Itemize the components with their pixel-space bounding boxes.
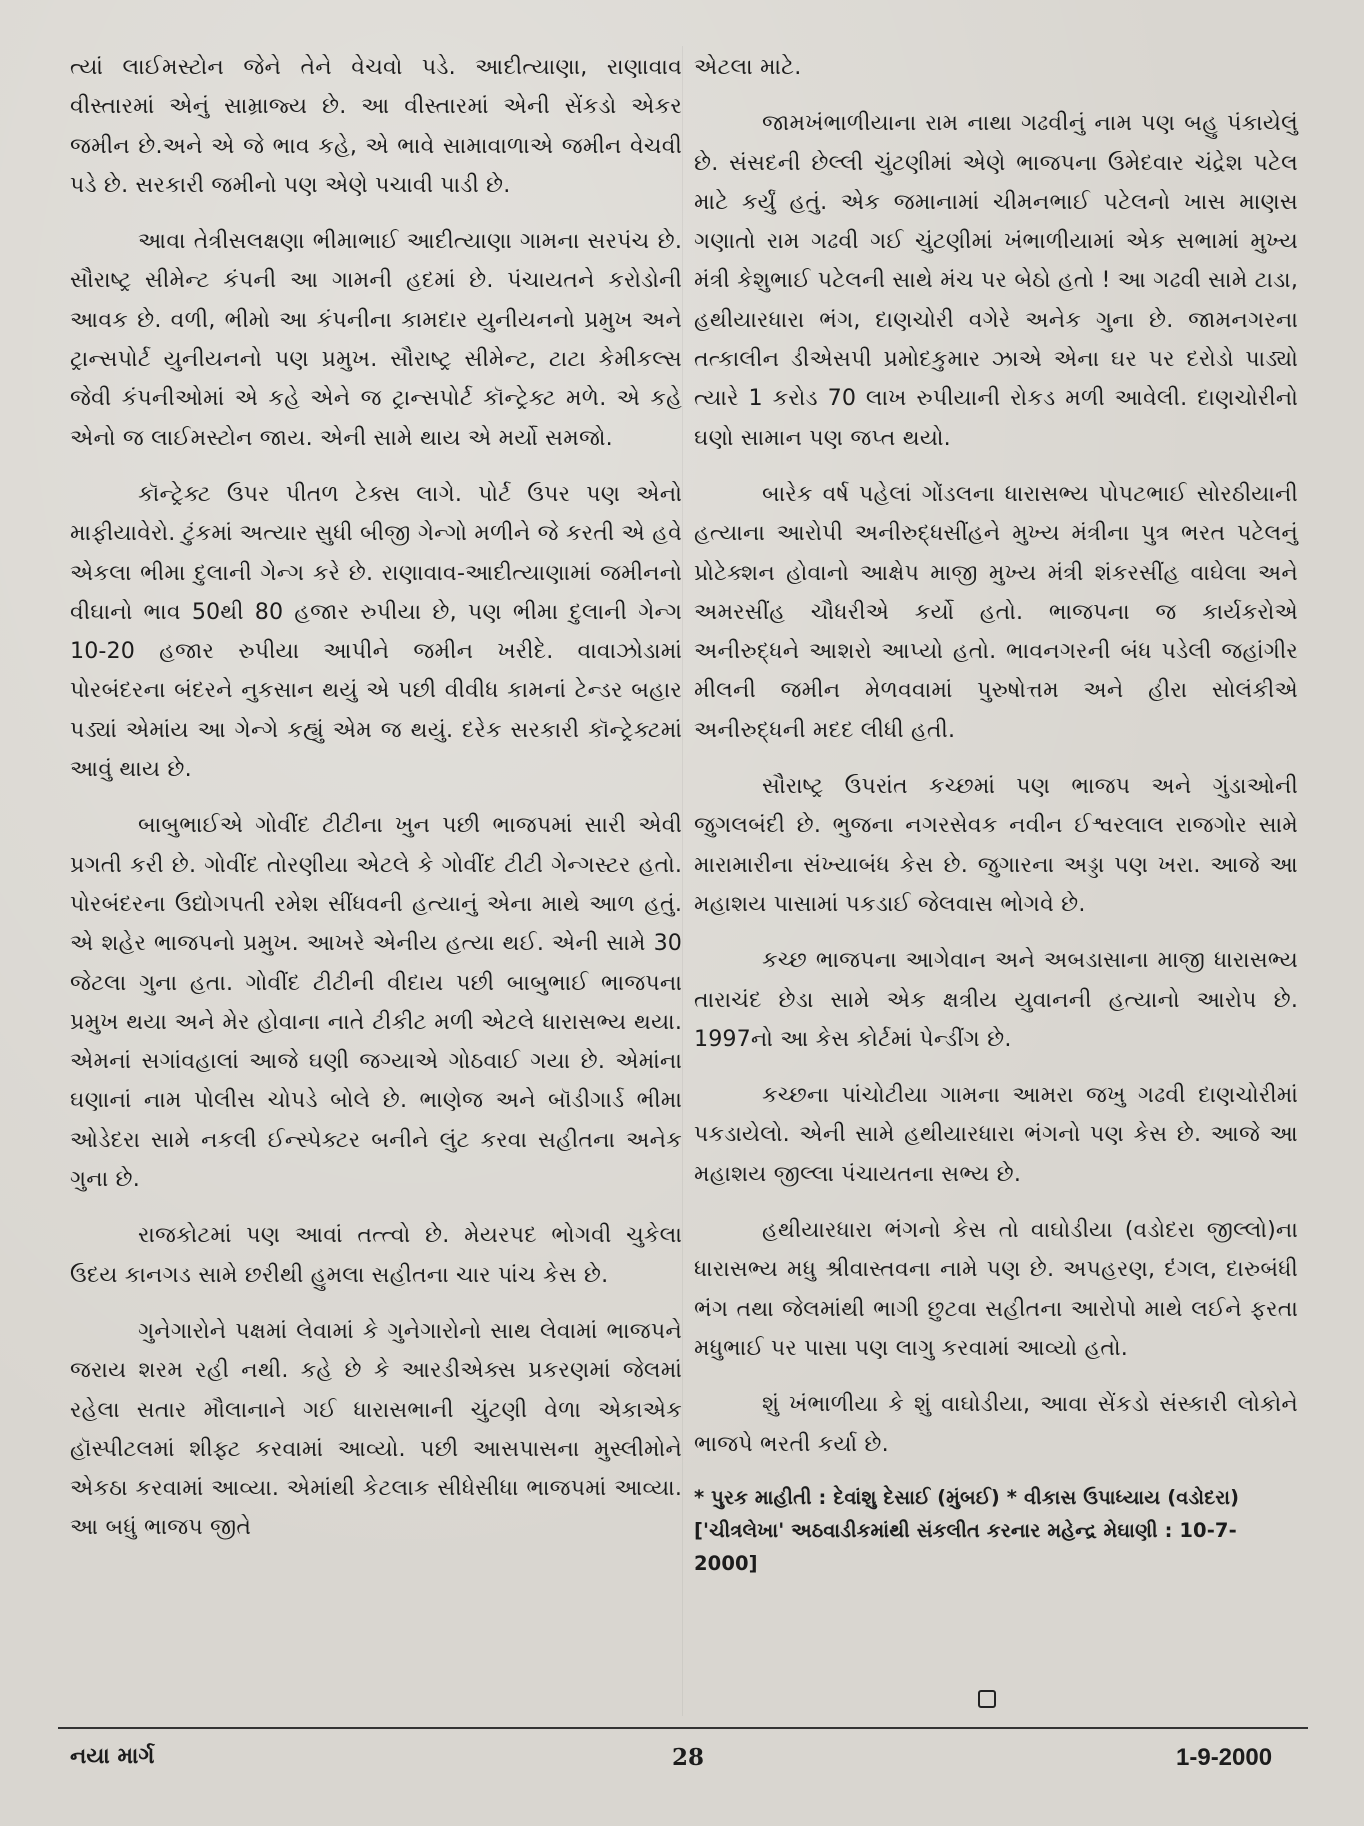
credits-contributors: * પુરક માહીતી : દેવાંશુ દેસાઈ (મુંબઈ) * વીકાસ ઉપાધ્યાય (વડોદરા) <box>694 1485 1240 1509</box>
end-of-article-square-icon <box>978 1690 996 1708</box>
paragraph: કચ્છ ભાજપના આગેવાન અને અબડાસાના માજી ધારાસભ્ય તારાચંદ છેડા સામે એક ક્ષત્રીય યુવાનની હત્યાનો આરોપ છે. 1997નો આ કેસ કોર્ટમાં પેન્ડીંગ છે. <box>694 947 1298 1052</box>
credits-source: ['ચીત્રલેખા' અઠવાડીકમાંથી સંકલીત કરનાર મહેન્દ્ર મેઘાણી : 10-7-2000] <box>694 1518 1237 1575</box>
paragraph: બારેક વર્ષ પહેલાં ગોંડલના ધારાસભ્ય પોપટભાઈ સોરઠીયાની હત્યાના આરોપી અનીરુદ્ધસીંહને મુખ્ય મંત્રીના પુત્ર ભરત પટેલનું પ્રોટેક્શન હોવાનો આક્ષેપ માજી મુખ્ય મંત્રી શંકરસીંહ વાઘેલા અને અમરસીંહ ચૌધરીએ કર્યો હતો. ભાજપના જ કાર્યકરોએ અનીરુદ્ધને આશરો આપ્યો હતો. ભાવનગરની બંધ પડેલી જહાંગીર મીલની જમીન મેળવવામાં પુરુષોત્તમ અને હીરા સોલંકીએ અનીરુદ્ધની મદદ લીધી હતી. <box>694 480 1298 743</box>
paragraph: હથીયારધારા ભંગનો કેસ તો વાઘોડીયા (વડોદરા જીલ્લો)ના ધારાસભ્ય મધુ શ્રીવાસ્તવના નામે પણ છે. અપહરણ, દંગલ, દારુબંધી ભંગ તથા જેલમાંથી ભાગી છુટવા સહીતના આરોપો માથે લઈને ફરતા મધુભાઈ પર પાસા પણ લાગુ કરવામાં આવ્યો હતો. <box>694 1217 1298 1361</box>
paragraph: ગુનેગારોને પક્ષમાં લેવામાં કે ગુનેગારોનો સાથ લેવામાં ભાજપને જરાય શરમ રહી નથી. કહે છે કે આરડીએક્સ પ્રકરણમાં જેલમાં રહેલા સતાર મૌલાનાને ગઈ ધારાસભાની ચુંટણી વેળા એકાએક હૉસ્પીટલમાં શીફ્ટ કરવામાં આવ્યો. પછી આસપાસના મુસ્લીમોને એકઠા કરવામાં આવ્યા. એમાંથી કેટલાક સીધેસીધા ભાજપમાં આવ્યા. આ બધું ભાજપ જીતે <box>70 1317 682 1541</box>
paragraph: કૉન્ટ્રેક્ટ ઉપર પીતળ ટેક્સ લાગે. પોર્ટ ઉપર પણ એનો માફીયાવેરો. ટુંકમાં અત્યાર સુધી બીજી ગેન્ગો મળીને જે કરતી એ હવે એકલા ભીમા દુલાની ગેન્ગ કરે છે. રાણાવાવ-આદીત્યાણામાં જમીનનો વીઘાનો ભાવ 50થી 80 હજાર રુપીયા છે, પણ ભીમા દુલાની ગેન્ગ 10-20 હજાર રુપીયા આપીને જમીન ખરીદે. વાવાઝોડામાં પોરબંદરના બંદરને નુકસાન થયું એ પછી વીવીધ કામનાં ટેન્ડર બહાર પડ્યાં એમાંય આ ગેન્ગે કહ્યું એમ જ થયું. દરેક સરકારી કૉન્ટ્રેક્ટમાં આવું થાય છે. <box>70 480 682 783</box>
paragraph: સૌરાષ્ટ્ર ઉપરાંત કચ્છમાં પણ ભાજપ અને ગુંડાઓની જુગલબંદી છે. ભુજના નગરસેવક નવીન ઈશ્વરલાલ રાજગોર સામે મારામારીના સંખ્યાબંધ કેસ છે. જુગારના અડ્ડા પણ ખરા. આજે આ મહાશય પાસામાં પકડાઈ જેલવાસ ભોગવે છે. <box>694 773 1298 917</box>
paragraph: આવા તેત્રીસલક્ષણા ભીમાભાઈ આદીત્યાણા ગામના સરપંચ છે. સૌરાષ્ટ્ર સીમેન્ટ કંપની આ ગામની હદમાં છે. પંચાયતને કરોડોની આવક છે. વળી, ભીમો આ કંપનીના કામદાર યુનીયનનો પ્રમુખ અને ટ્રાન્સપોર્ટ યુનીયનનો પણ પ્રમુખ. સૌરાષ્ટ્ર સીમેન્ટ, ટાટા કેમીકલ્સ જેવી કંપનીઓમાં એ કહે એને જ ટ્રાન્સપોર્ટ કૉન્ટ્રેક્ટ મળે. એ કહે એનો જ લાઈમસ્ટોન જાય. એની સામે થાય એ મર્યો સમજો. <box>70 228 682 451</box>
page-number: 28 <box>672 1744 705 1771</box>
paragraph: શું ખંભાળીયા કે શું વાઘોડીયા, આવા સેંકડો સંસ્કારી લોકોને ભાજપે ભરતી કર્યા છે. <box>694 1391 1298 1457</box>
paragraph: રાજકોટમાં પણ આવાં તત્ત્વો છે. મેયરપદ ભોગવી ચુકેલા ઉદય કાનગડ સામે છરીથી હુમલા સહીતના ચાર પાંચ કેસ છે. <box>70 1222 682 1288</box>
footer-divider <box>58 1727 1308 1729</box>
article-credits <box>694 1481 1298 1580</box>
paragraph: કચ્છના પાંચોટીયા ગામના આમરા જખુ ગઢવી દાણચોરીમાં પકડાયેલો. એની સામે હથીયારધારા ભંગનો પણ કેસ છે. આજે આ મહાશય જીલ્લા પંચાયતના સભ્ય છે. <box>694 1082 1298 1187</box>
paragraph: એટલા માટે. <box>694 54 802 80</box>
paragraph: જામખંભાળીયાના રામ નાથા ગઢવીનું નામ પણ બહુ પંકાયેલું છે. સંસદની છેલ્લી ચુંટણીમાં એણે ભાજપના ઉમેદવાર ચંદ્રેશ પટેલ માટે કર્યું હતું. એક જમાનામાં ચીમનભાઈ પટેલનો ખાસ માણસ ગણાતો રામ ગઢવી ગઈ ચુંટણીમાં ખંભાળીયામાં એક સભામાં મુખ્ય મંત્રી કેશુભાઈ પટેલની સાથે મંચ પર બેઠો હતો ! આ ગઢવી સામે ટાડા, હથીયારધારા ભંગ, દાણચોરી વગેરે અનેક ગુના છે. જામનગરના તત્કાલીન ડીએસપી પ્રમોદકુમાર ઝાએ એના ઘર પર દરોડો પાડ્યો ત્યારે 1 કરોડ 70 લાખ રુપીયાની રોકડ મળી આવેલી. દાણચોરીનો ઘણો સામાન પણ જપ્ત થયો. <box>694 110 1298 451</box>
paragraph: બાબુભાઈએ ગોવીંદ ટીટીના ખુન પછી ભાજપમાં સારી એવી પ્રગતી કરી છે. ગોવીંદ તોરણીયા એટલે કે ગોવીંદ ટીટી ગેન્ગસ્ટર હતો. પોરબંદરના ઉદ્યોગપતી રમેશ સીંધવની હત્યાનું એના માથે આળ હતું. એ શહેર ભાજપનો પ્રમુખ. આખરે એનીય હત્યા થઈ. એની સામે 30 જેટલા ગુના હતા. ગોવીંદ ટીટીની વીદાય પછી બાબુભાઈ ભાજપના પ્રમુખ થયા અને મેર હોવાના નાતે ટીકીટ મળી એટલે ધારાસભ્ય થયા. એમનાં સગાંવહાલાં આજે ઘણી જગ્યાએ ગોઠવાઈ ગયા છે. એમાંના ઘણાનાં નામ પોલીસ ચોપડે બોલે છે. ભાણેજ અને બૉડીગાર્ડ ભીમા ઓડેદરા સામે નકલી ઈન્સ્પેક્ટર બનીને લુંટ કરવા સહીતના અનેક ગુના છે. <box>70 812 682 1193</box>
paragraph: ત્યાં લાઈમસ્ટોન જેને તેને વેચવો પડે. આદીત્યાણા, રાણાવાવ વીસ્તારમાં એનું સામ્રાજ્ય છે. આ વીસ્તારમાં એની સેંકડો એકર જમીન છે.અને એ જે ભાવ કહે, એ ભાવે સામાવાળાએ જમીન વેચવી પડે છે. સરકારી જમીનો પણ એણે પચાવી પાડી છે. <box>70 54 682 198</box>
left-column <box>70 48 682 1565</box>
magazine-name: નયા માર્ગ <box>70 1744 155 1769</box>
column-gutter <box>682 46 683 1716</box>
issue-date: 1-9-2000 <box>1176 1744 1273 1771</box>
right-column <box>694 48 1298 1580</box>
